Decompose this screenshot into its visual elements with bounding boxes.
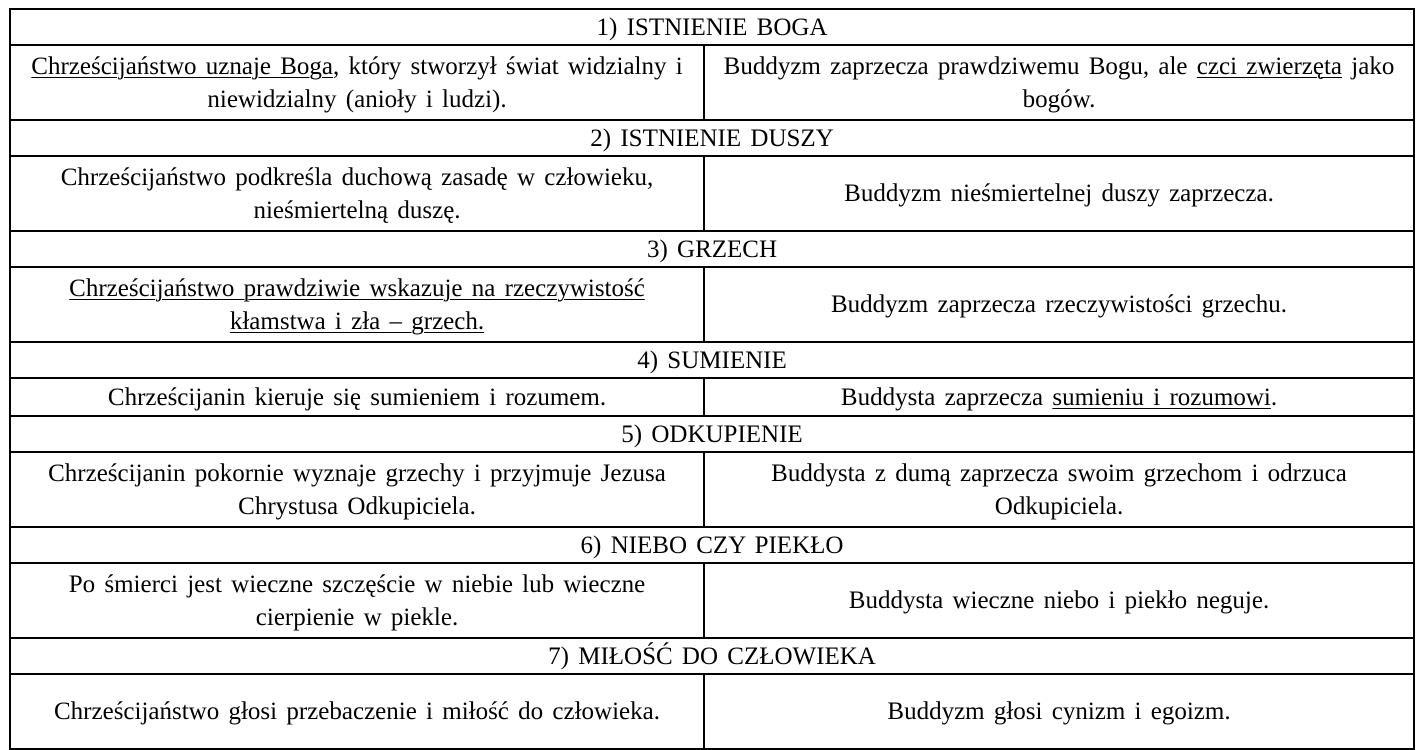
text-segment: Buddyzm nieśmiertelnej duszy zaprzecza.: [844, 180, 1274, 207]
section-header-row: [10, 342, 1414, 378]
section-header-row: [10, 527, 1414, 563]
text-segment: jako bogów.: [1022, 52, 1395, 113]
section-title: 7) MIŁOŚĆ DO CZŁOWIEKA: [10, 638, 1414, 674]
underlined-text: Chrześcijaństwo uznaje Boga: [31, 52, 334, 80]
section-content-row: [10, 452, 1414, 527]
section-title: 1) ISTNIENIE BOGA: [10, 9, 1414, 45]
buddhism-cell: [704, 452, 1414, 527]
section-content-row: [10, 674, 1414, 749]
text-segment: Chrześcijaństwo podkreśla duchową zasadę w człowieku, nieśmiertelną duszę.: [60, 163, 654, 224]
buddhism-cell: [704, 267, 1414, 342]
buddhism-cell: [704, 674, 1414, 749]
text-segment: Buddysta wieczne niebo i piekło neguje.: [848, 587, 1270, 614]
section-content-row: [10, 267, 1414, 342]
comparison-table: [9, 8, 1415, 750]
section-title: 6) NIEBO CZY PIEKŁO: [10, 527, 1414, 563]
section-content-row: [10, 45, 1414, 120]
christianity-cell: [10, 563, 704, 638]
section-title: 4) SUMIENIE: [10, 342, 1414, 378]
section-title: 2) ISTNIENIE DUSZY: [10, 120, 1414, 156]
buddhism-cell: [704, 45, 1414, 120]
underlined-text: Chrześcijaństwo prawdziwie wskazuje na rzeczywistość kłamstwa i zła – grzech.: [69, 274, 645, 335]
underlined-text: czci zwierzęta: [1196, 52, 1343, 80]
buddhism-cell: [704, 378, 1414, 416]
christianity-cell: [10, 45, 704, 120]
christianity-cell: [10, 452, 704, 527]
section-header-row: [10, 416, 1414, 452]
christianity-cell: [10, 267, 704, 342]
text-segment: Chrześcijanin pokornie wyznaje grzechy i przyjmuje Jezusa Chrystusa Odkupiciela.: [48, 459, 666, 520]
section-header-row: [10, 231, 1414, 267]
text-segment: Po śmierci jest wieczne szczęście w niebie lub wieczne cierpienie w piekle.: [68, 570, 646, 631]
section-content-row: [10, 156, 1414, 231]
section-header-row: [10, 120, 1414, 156]
table-body: [10, 9, 1414, 749]
christianity-cell: [10, 378, 704, 416]
section-content-row: [10, 563, 1414, 638]
section-title: 3) GRZECH: [10, 231, 1414, 267]
text-segment: , który stworzył świat widzialny i niewidzialny (anioły i ludzi).: [207, 52, 683, 113]
text-segment: Buddyzm głosi cynizm i egoizm.: [887, 698, 1231, 725]
section-header-row: [10, 638, 1414, 674]
christianity-cell: [10, 156, 704, 231]
text-segment: .: [1270, 383, 1278, 411]
section-content-row: [10, 378, 1414, 416]
text-segment: Chrześcijaństwo głosi przebaczenie i miłość do człowieka.: [54, 698, 660, 725]
buddhism-cell: [704, 563, 1414, 638]
section-header-row: [10, 9, 1414, 45]
buddhism-cell: [704, 156, 1414, 231]
text-segment: Buddyzm zaprzecza rzeczywistości grzechu.: [831, 291, 1287, 318]
text-segment: Chrześcijanin kieruje się sumieniem i rozumem.: [107, 383, 607, 411]
christianity-cell: [10, 674, 704, 749]
section-title: 5) ODKUPIENIE: [10, 416, 1414, 452]
text-segment: Buddysta z dumą zaprzecza swoim grzechom i odrzuca Odkupiciela.: [771, 459, 1347, 520]
text-segment: Buddysta zaprzecza: [840, 383, 1053, 411]
underlined-text: sumieniu i rozumowi: [1052, 383, 1271, 411]
text-segment: Buddyzm zaprzecza prawdziwemu Bogu, ale: [723, 52, 1197, 80]
